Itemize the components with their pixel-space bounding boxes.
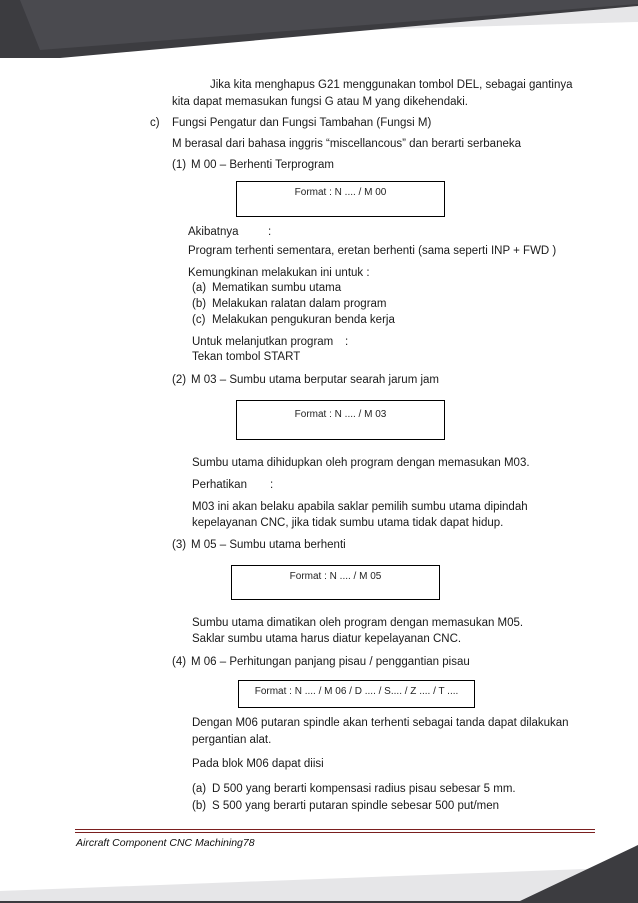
m03-perhatikan-label: Perhatikan	[192, 479, 247, 491]
m00-lanjut-text: Tekan tombol START	[192, 351, 301, 363]
m06-line-2: pergantian alat.	[192, 734, 272, 746]
m05-line-1: Sumbu utama dimatikan oleh program dengan memasukan M05.	[192, 617, 524, 629]
m00-format-box	[236, 181, 445, 217]
intro-line-1: Jika kita menghapus G21 menggunakan tombol DEL, sebagai gantinya	[210, 79, 573, 91]
m06-format-box	[238, 680, 475, 708]
m06-blok: Pada blok M06 dapat diisi	[192, 758, 324, 770]
m00-akibat-text: Program terhenti sementara, eretan berhenti (sama seperti INP + FWD )	[188, 245, 557, 257]
m00-title: M 00 – Berhenti Terprogram	[191, 159, 334, 171]
m06-item-a-mark: (a)	[192, 783, 207, 795]
m06-item-b-mark: (b)	[192, 800, 207, 812]
m00-item-c-mark: (c)	[192, 314, 206, 326]
m06-number: (4)	[172, 656, 187, 668]
m00-item-a-text: Mematikan sumbu utama	[212, 282, 342, 294]
m00-item-a-mark: (a)	[192, 282, 207, 294]
page-number: 78	[242, 837, 255, 849]
m03-line-1: Sumbu utama dihidupkan oleh program dengan memasukan M03.	[192, 457, 530, 469]
intro-line-2: kita dapat memasukan fungsi G atau M yang dikehendaki.	[172, 96, 468, 108]
section-c-title: Fungsi Pengatur dan Fungsi Tambahan (Fungsi M)	[172, 117, 432, 129]
m00-item-b-text: Melakukan ralatan dalam program	[212, 298, 387, 310]
m03-format-text: Format : N .... / M 03	[294, 409, 387, 420]
m00-kemungkinan: Kemungkinan melakukan ini untuk :	[188, 267, 370, 279]
m03-number: (2)	[172, 374, 187, 386]
m06-format-text: Format : N .... / M 06 / D .... / S.... / Z .... / T ....	[254, 686, 459, 697]
m03-note-1: M03 ini akan belaku apabila saklar pemilih sumbu utama dipindah	[192, 501, 528, 513]
m03-title: M 03 – Sumbu utama berputar searah jarum jam	[191, 374, 440, 386]
m06-item-b-text: S 500 yang berarti putaran spindle sebesar 500 put/men	[212, 800, 500, 812]
m05-format-text: Format : N .... / M 05	[289, 571, 382, 582]
footer-title: Aircraft Component CNC Machining	[76, 837, 243, 849]
m00-format-text: Format : N .... / M 00	[294, 187, 387, 198]
footer-rule-top	[75, 829, 595, 830]
m00-item-c-text: Melakukan pengukuran benda kerja	[212, 314, 395, 326]
m00-akibat-colon: :	[268, 226, 272, 238]
footer-decoration	[0, 843, 638, 903]
m06-item-a-text: D 500 yang berarti kompensasi radius pisau sebesar 5 mm.	[212, 783, 516, 795]
m05-title: M 05 – Sumbu utama berhenti	[191, 539, 346, 551]
m00-number: (1)	[172, 159, 187, 171]
m00-item-b-mark: (b)	[192, 298, 207, 310]
section-c-label: c)	[150, 117, 160, 129]
m03-format-box	[236, 400, 445, 440]
m00-lanjut-colon: :	[345, 336, 349, 348]
m03-note-2: kepelayanan CNC, jika tidak sumbu utama tidak dapat hidup.	[192, 517, 504, 529]
m00-akibat-label: Akibatnya	[188, 226, 239, 238]
m03-perhatikan-colon: :	[270, 479, 274, 491]
m05-number: (3)	[172, 539, 187, 551]
m05-format-box	[231, 565, 440, 600]
m05-line-2: Saklar sumbu utama harus diatur kepelayanan CNC.	[192, 633, 462, 645]
m00-lanjut-label: Untuk melanjutkan program	[192, 336, 334, 348]
section-c-desc: M berasal dari bahasa inggris “miscellancous” dan berarti serbaneka	[172, 138, 522, 150]
m06-line-1: Dengan M06 putaran spindle akan terhenti sebagai tanda dapat dilakukan	[192, 717, 569, 729]
header-decoration	[0, 0, 638, 62]
m06-title: M 06 – Perhitungan panjang pisau / penggantian pisau	[191, 656, 470, 668]
footer-rule-bottom	[75, 832, 595, 833]
